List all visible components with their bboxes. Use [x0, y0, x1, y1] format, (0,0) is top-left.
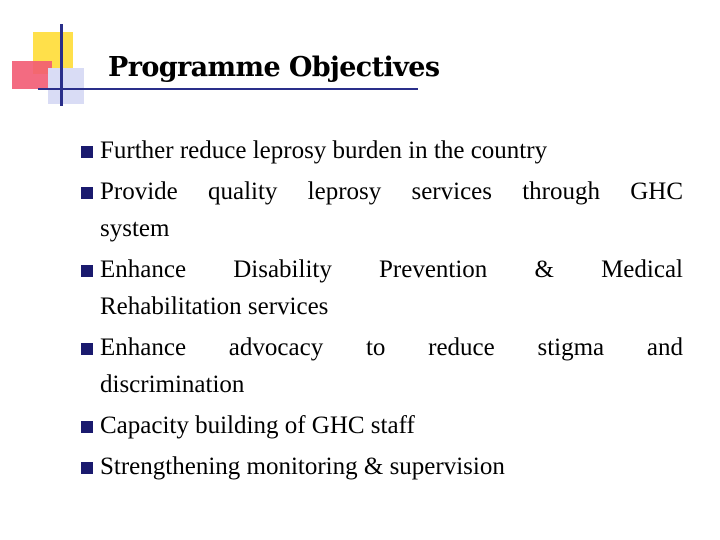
- bullet-text: Strengthening monitoring & supervision: [100, 453, 505, 480]
- bullet-text: Provide quality leprosy services through GHC: [100, 178, 683, 205]
- bullet-text: Enhance Disability Prevention & Medical: [100, 256, 683, 283]
- bullet-text-continued: Rehabilitation services: [100, 293, 329, 320]
- list-item: [78, 132, 683, 169]
- list-item: [78, 448, 683, 485]
- decor-horizontal-line: [38, 88, 418, 90]
- list-item: [78, 251, 683, 325]
- square-bullet-icon: [81, 146, 93, 158]
- list-item: [78, 407, 683, 444]
- square-bullet-icon: [81, 343, 93, 355]
- square-bullet-icon: [81, 187, 93, 199]
- bullet-text: Capacity building of GHC staff: [100, 412, 415, 439]
- bullet-text-continued: system: [100, 215, 170, 242]
- decor-red-square: [12, 61, 52, 89]
- decor-blue-square: [48, 68, 84, 104]
- bullet-text-continued: discrimination: [100, 371, 245, 398]
- square-bullet-icon: [81, 462, 93, 474]
- square-bullet-icon: [81, 265, 93, 277]
- list-item: [78, 329, 683, 403]
- slide-title: Programme Objectives: [108, 52, 440, 83]
- list-item: [78, 173, 683, 247]
- objectives-list: [78, 132, 683, 489]
- bullet-text: Enhance advocacy to reduce stigma and: [100, 334, 683, 361]
- bullet-text: Further reduce leprosy burden in the country: [100, 137, 548, 164]
- decor-vertical-line: [60, 24, 63, 106]
- square-bullet-icon: [81, 421, 93, 433]
